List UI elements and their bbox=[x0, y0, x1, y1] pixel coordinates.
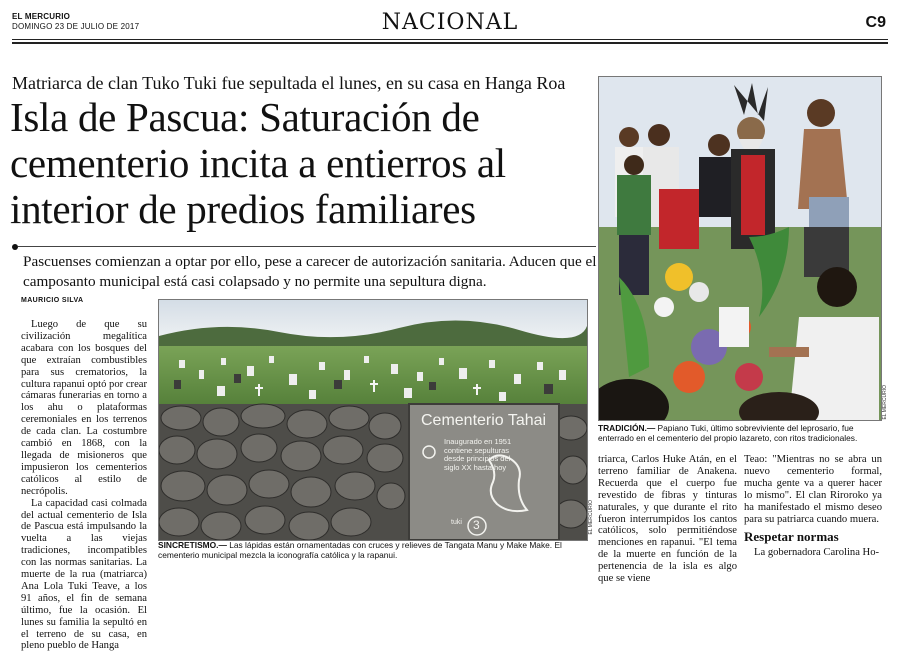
byline: MAURICIO SILVA bbox=[21, 297, 84, 304]
paragraph: Luego de que su civilización megalítica acabara con los bosques del que extraían combustibles para sus crematorios, la cultura rapanui optó por crear cámaras funerarias en torno a los ahu o plataformas ceremoniales en los terrenos de cada clan. La costumbre cambió en 1868, con la llegada de misioneros que impusieron los cementerios católicos al estilo de necrópolis. bbox=[21, 319, 147, 497]
sign-number: 3 bbox=[473, 518, 480, 532]
photo-caption bbox=[598, 423, 880, 443]
photo-credit: EL MERCURIO bbox=[588, 500, 594, 535]
paragraph: La capacidad casi colmada del actual cementerio de Isla de Pascua está impulsando la vuelta a las viejas tradiciones, incompatibles con las normas sanitarias. La muerte de la rua (matriarca) Ana Lola Tuki Teave, a los 91 años, el fin de semana último, fue la ocasión. El lunes su familia la sepultó en el terreno de su casa, en pleno pueblo de Hanga bbox=[21, 497, 147, 652]
section-title: NACIONAL bbox=[381, 10, 519, 35]
caption-label: SINCRETISMO.— bbox=[158, 540, 227, 550]
body-column-1 bbox=[21, 319, 147, 652]
paragraph: Teao: "Mientras no se abra un nuevo cementerio formal, mucha gente va a querer hacer lo mismo". El clan Riroroko ya ha manifestado el mismo deseo para su patriarca cuando muera. bbox=[744, 454, 882, 525]
deck-bullet bbox=[12, 244, 18, 250]
ceremony-photo bbox=[598, 76, 882, 421]
page-number: C9 bbox=[865, 14, 886, 31]
caption-text: Papiano Tuki, último sobreviviente del leprosario, fue enterrado en el cementerio del propio lazareto, con ritos tradicionales. bbox=[598, 423, 858, 443]
deck: Pascuenses comienzan a optar por ello, pese a carecer de autorización sanitaria. Aducen que el camposanto municipal está casi colapsado y no permite una sepultura digna. bbox=[23, 253, 597, 290]
headline: Isla de Pascua: Saturación de cementerio incita a entierros al interior de predios familiares bbox=[10, 94, 506, 232]
sign-title: Cementerio Tahai bbox=[421, 412, 547, 429]
issue-date: DOMINGO 23 DE JULIO DE 2017 bbox=[12, 22, 140, 31]
header-rule bbox=[12, 39, 888, 40]
body-column-4 bbox=[744, 454, 882, 559]
ceremony-photo-image bbox=[599, 77, 881, 420]
sign-text: Inaugurado en 1951 contiene sepulturas desde principios del siglo XX hasta hoy bbox=[444, 437, 512, 472]
sign-footer: tuki bbox=[451, 519, 462, 526]
caption-text: Las lápidas están ornamentadas con cruces y relieves de Tangata Manu y Make Make. El cementerio municipal mezcla la iconografía católica y la rapanui. bbox=[158, 540, 562, 560]
subheading: Respetar normas bbox=[744, 529, 839, 545]
caption-label: TRADICIÓN.— bbox=[598, 423, 656, 433]
kicker: Matriarca de clan Tuko Tuki fue sepultada el lunes, en su casa en Hanga Roa bbox=[12, 73, 566, 93]
photo-credit: EL MERCURIO bbox=[882, 385, 888, 420]
cemetery-photo bbox=[158, 299, 588, 541]
paragraph: triarca, Carlos Huke Atán, en el terreno familiar de Anakena. Recuerda que el cuerpo fue revestido de fibras y tinturas naturales, y que durante el rito fueron interrumpidos los cantos católicos, solo permitiéndose menciones en rapanui. "El tema de la muerte en función de la pertenencia de la isla es algo que se viene bbox=[598, 454, 737, 585]
header-rule-thick bbox=[12, 42, 888, 44]
photo-caption bbox=[158, 540, 588, 560]
paragraph: La gobernadora Carolina Ho- bbox=[754, 547, 880, 559]
body-column-3 bbox=[598, 454, 737, 585]
deck-rule bbox=[18, 246, 596, 247]
paper-name: EL MERCURIO bbox=[12, 12, 71, 21]
